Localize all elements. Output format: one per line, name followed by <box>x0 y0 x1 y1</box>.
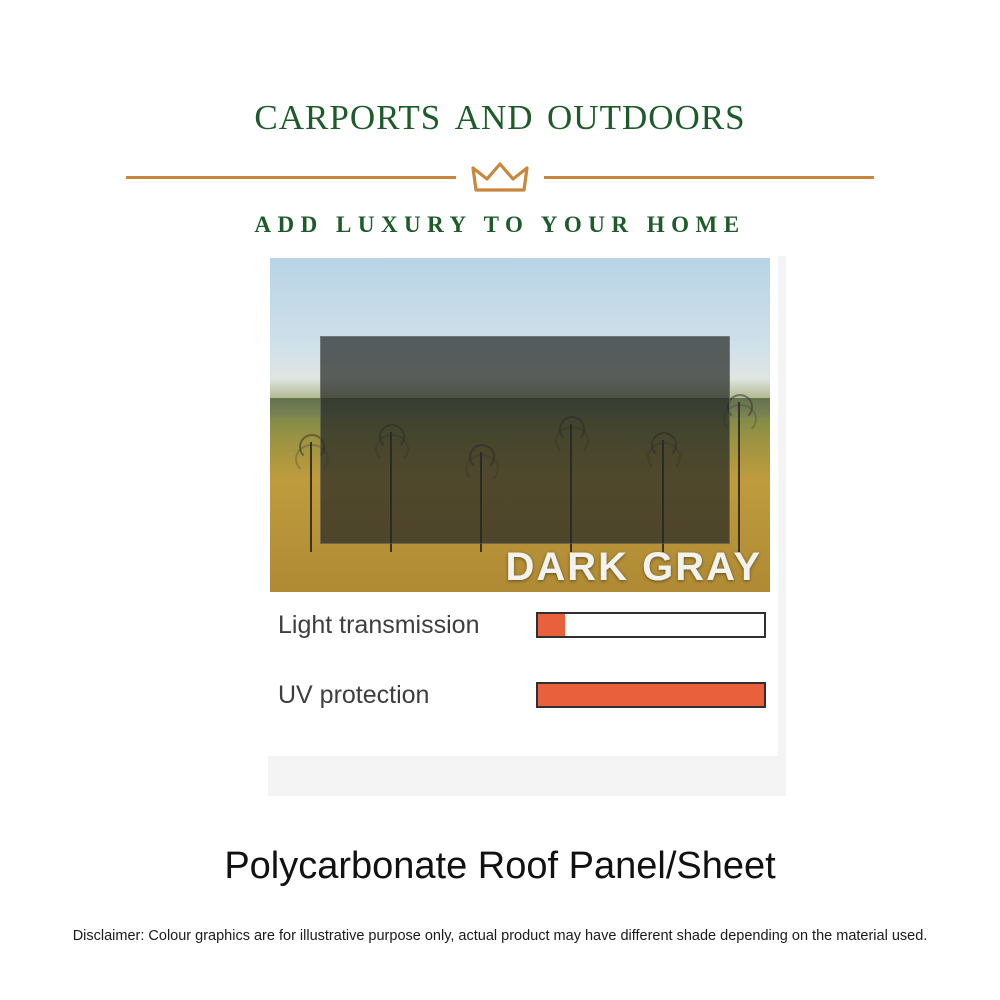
brand-header <box>0 86 1000 139</box>
divider-line-left <box>126 176 456 179</box>
crown-icon <box>470 160 530 194</box>
meter-track <box>536 682 766 708</box>
disclaimer-text: Disclaimer: Colour graphics are for illustrative purpose only, actual product may have different shade depending on the material used. <box>72 928 928 944</box>
divider-line-right <box>544 176 874 179</box>
photo-tree <box>738 402 740 552</box>
product-card-inner <box>268 256 778 756</box>
meter-label: UV protection <box>278 680 430 709</box>
product-title: Polycarbonate Roof Panel/Sheet <box>224 845 776 887</box>
tint-sample-overlay <box>320 336 730 544</box>
meter-fill <box>538 684 764 706</box>
meter-fill <box>538 614 565 636</box>
product-card <box>268 256 786 796</box>
spec-meters <box>268 592 778 756</box>
brand-title: carports and outdoors <box>254 84 746 140</box>
meter-label: Light transmission <box>278 610 480 639</box>
brand-divider <box>0 160 1000 194</box>
photo-tree <box>310 442 312 552</box>
meter-track <box>536 612 766 638</box>
swatch-label: DARK GRAY <box>505 545 762 589</box>
meter-row-uv-protection <box>278 674 770 716</box>
brand-tagline: ADD LUXURY TO YOUR HOME <box>254 212 746 237</box>
product-photo <box>270 258 770 592</box>
meter-row-light-transmission <box>278 604 770 646</box>
